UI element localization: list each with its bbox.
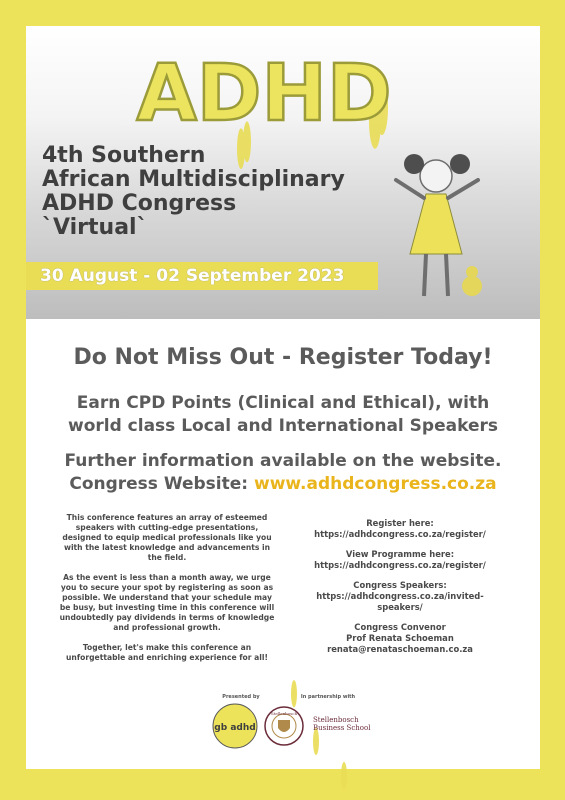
partnership-label: In partnership with [300,694,356,700]
svg-text:ADHD: ADHD [136,49,392,139]
speakers-link[interactable]: https://adhdcongress.co.za/invited-speakers/ [316,591,484,612]
adhd-logo [136,44,392,139]
convenor-email[interactable]: renata@renataschoeman.co.za [327,644,473,654]
convenor-name: Prof Renata Schoeman [346,633,454,643]
intro-text [58,513,276,673]
intro-paragraph-1: This conference features an array of esteemed speakers with cutting-edge presentations, designed to equip medical professionals like you with the latest knowledge and advancements in the field. [62,513,272,562]
register-link[interactable]: https://adhdcongress.co.za/register/ [314,529,486,539]
presented-by-label: Presented by [222,694,260,700]
links-column [302,518,498,664]
programme-block [302,549,498,571]
svg-text:Stellenbosch: Stellenbosch [270,711,298,716]
convenor-block [302,622,498,655]
register-block [302,518,498,540]
girl-illustration [376,136,496,316]
hero-banner [26,26,540,319]
intro-paragraph-3: Together, let's make this conference an unforgettable and enriching experience for all! [66,643,268,662]
event-dates: 30 August - 02 September 2023 [26,262,378,290]
register-headline: Do Not Miss Out - Register Today! [73,345,493,370]
svg-text:gb adhd: gb adhd [214,723,256,733]
programme-link[interactable]: https://adhdcongress.co.za/register/ [314,560,486,570]
programme-label: View Programme here: [345,549,455,559]
website-label: Congress Website: [69,474,249,494]
stellenbosch-seal-logo [264,706,304,746]
cpd-subhead: Earn CPD Points (Clinical and Ethical), with world class Local and International Speakers [68,393,498,436]
poster-card [26,26,540,769]
gb-adhd-logo [212,703,258,749]
register-label: Register here: [366,518,434,528]
intro-paragraph-2: As the event is less than a month away, we urge you to secure your spot by registering as soon as possible. We understand that your schedule may be busy, but investing time in this conference will undoubtedly pay dividends in terms of knowledge and professional growth. [59,573,275,632]
website-link[interactable]: www.adhdcongress.co.za [254,474,497,494]
info-line: Further information available on the website. [64,451,502,471]
website-info [26,450,540,496]
convenor-label: Congress Convenor [354,622,446,632]
congress-title: 4th Southern African Multidisciplinary ADHD Congress `Virtual` [42,143,345,240]
speakers-block [302,580,498,613]
speakers-label: Congress Speakers: [353,580,447,590]
stellenbosch-name: Stellenbosch Business School [313,716,371,732]
